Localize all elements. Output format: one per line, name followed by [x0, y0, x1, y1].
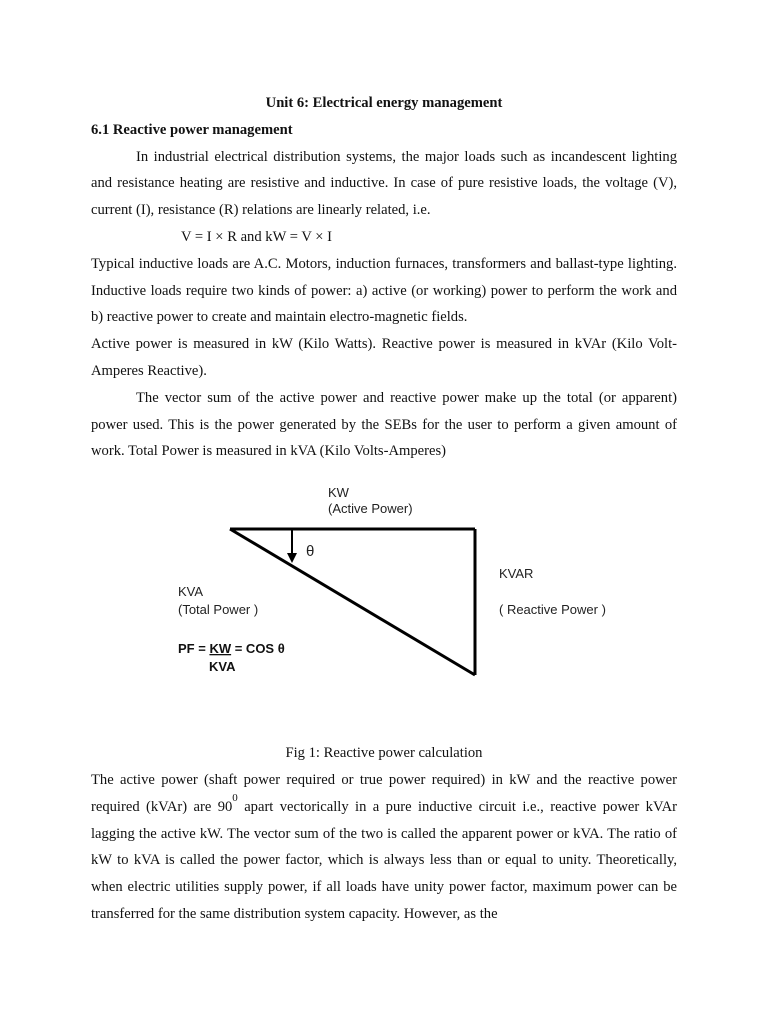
paragraph-5	[91, 767, 677, 928]
kvar-sublabel: ( Reactive Power )	[499, 602, 606, 618]
paragraph-5-end: apart vectorically in a pure inductive circuit i.e., reactive power kVAr lagging the active kW. The vector sum of the two is called the apparent power or kVA. The ratio of kW to kVA is called the power factor, which is always less than or equal to unity. Theoretically, when electric utilities supply power, if all loads have unity power factor, maximum power can be transferred for the same distribution system capacity. However, as the	[91, 798, 678, 922]
formula-line: V = I × R and kW = V × I	[181, 228, 333, 245]
kw-sublabel: (Active Power)	[328, 501, 413, 517]
pf-prefix: PF =	[178, 641, 210, 657]
paragraph-3: Active power is measured in kW (Kilo Watts). Reactive power is measured in kVAr (Kilo Volt-Amperes Reactive).	[91, 336, 677, 379]
pf-suffix: = COS	[231, 641, 278, 657]
paragraph-2: Typical inductive loads are A.C. Motors, induction furnaces, transformers and ballast-type lighting. Inductive loads require two kinds of power: a) active (or working) power to perform the work and b) reactive power to create and maintain electro-magnetic fields.	[91, 255, 677, 326]
pf-formula	[178, 641, 285, 656]
kvar-label: KVAR	[499, 566, 534, 582]
theta-label: θ	[306, 543, 315, 561]
pf-theta: θ	[277, 641, 285, 657]
figure-caption: Fig 1: Reactive power calculation	[285, 745, 483, 762]
document-page	[91, 90, 677, 928]
paragraph-1: In industrial electrical distribution systems, the major loads such as incandescent lighting and resistance heating are resistive and inductive. In case of pure resistive loads, the voltage (V), current (I), resistance (R) relations are linearly related, i.e.	[91, 148, 677, 219]
paragraph-5-start: The active power (shaft power required or true power required) in kW and the reactive power required (kVAr) are 90	[91, 771, 677, 815]
pf-numerator: KW	[209, 641, 232, 657]
degree-superscript: 0	[232, 791, 238, 804]
power-triangle-figure	[91, 465, 677, 740]
kw-label: KW	[328, 485, 349, 501]
section-heading: 6.1 Reactive power management	[91, 121, 293, 138]
pf-denominator: KVA	[209, 659, 236, 675]
document-title: Unit 6: Electrical energy management	[265, 95, 503, 111]
kva-sublabel: (Total Power )	[178, 602, 259, 618]
kva-label: KVA	[178, 584, 204, 600]
power-triangle-diagram	[169, 485, 619, 713]
paragraph-4: The vector sum of the active power and reactive power make up the total (or apparent) power used. This is the power generated by the SEBs for the user to perform a given amount of work. Total Power is measured in kVA (Kilo Volts-Amperes)	[91, 389, 677, 460]
